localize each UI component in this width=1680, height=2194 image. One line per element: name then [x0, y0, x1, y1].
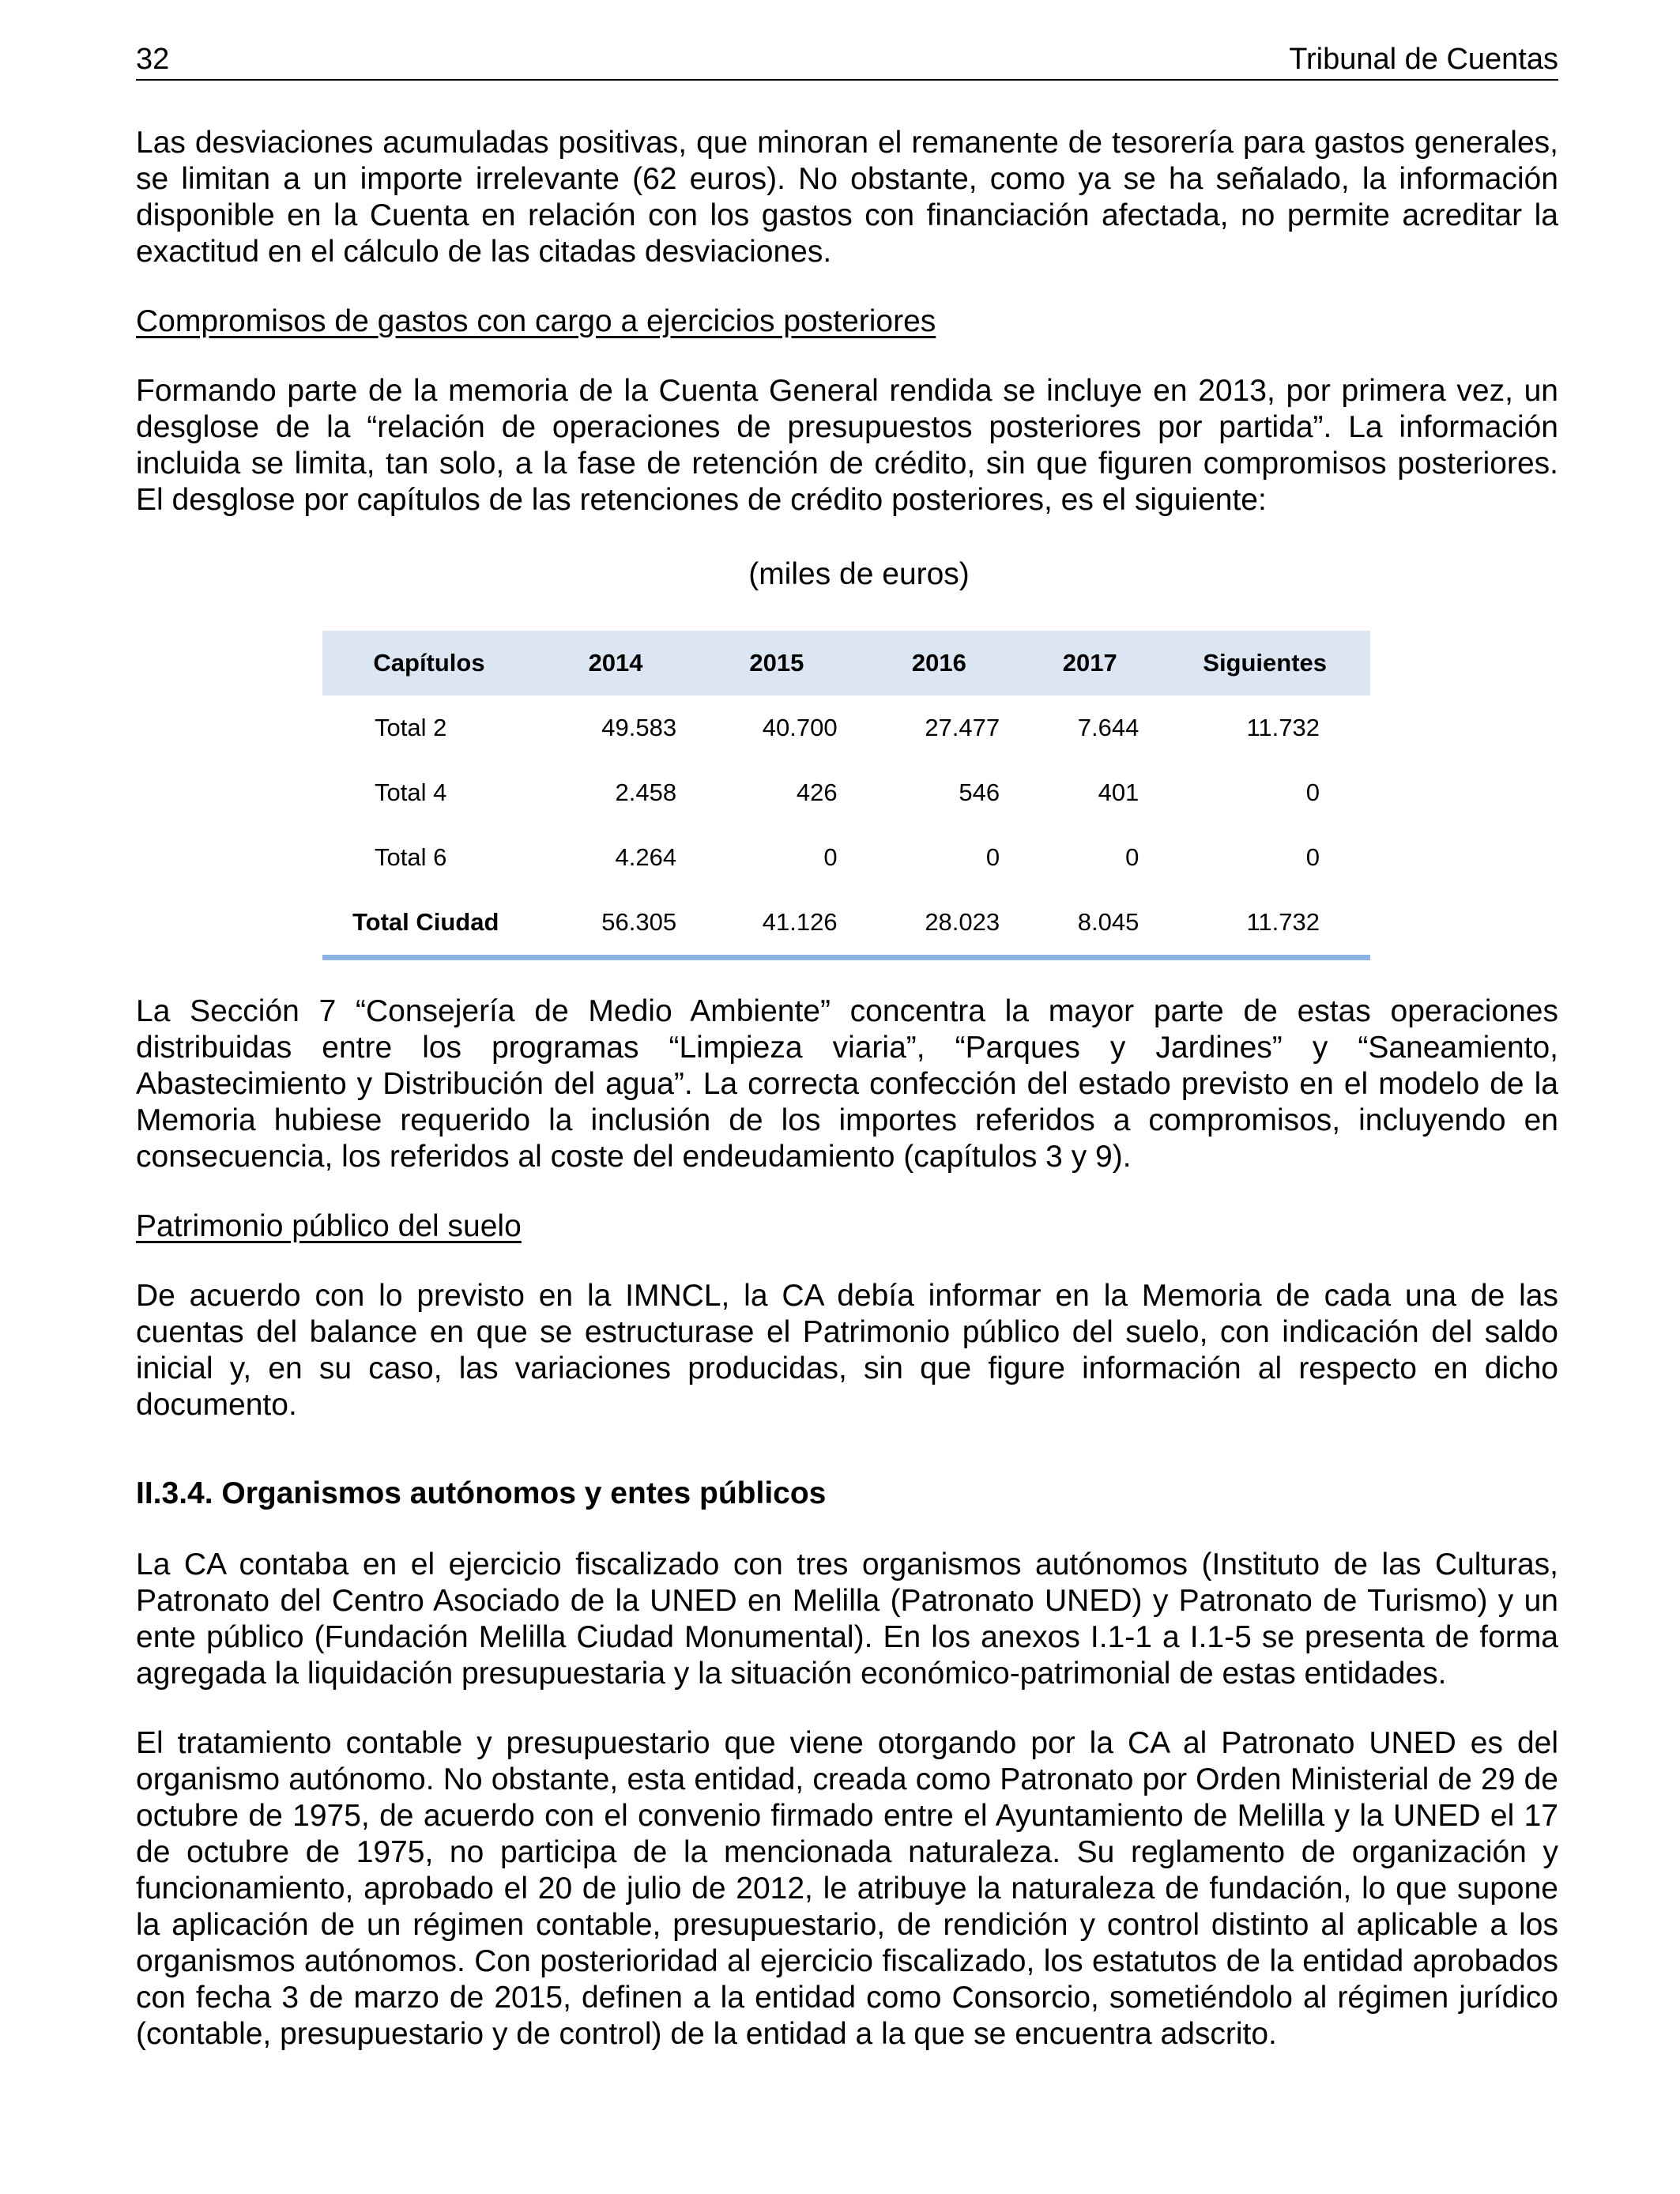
paragraph-formando-parte: Formando parte de la memoria de la Cuenta General rendida se incluye en 2013, por primera vez, un desglose de la “relación de operaciones de presupuestos posteriores por partida”. La información incluida se limita, tan solo, a la fase de retención de crédito, sin que figuren compromisos posteriores. El desglose por capítulos de las retenciones de crédito posteriores, es el siguiente: [136, 374, 1558, 517]
table-cell: 0 [1305, 778, 1320, 806]
subheading-patrimonio: Patrimonio público del suelo [136, 1209, 522, 1243]
table-row [322, 696, 1370, 760]
page-number: 32 [136, 43, 170, 76]
paragraph-patronato-uned: El tratamiento contable y presupuestario que viene otorgando por la CA al Patronato UNED es del organismo autónomo. No obstante, esta entidad, creada como Patronato por Orden Ministerial de 29 de octubre de 1975, de acuerdo con el convenio firmado entre el Ayuntamiento de Melilla y la UNED el 17 de octubre de 1975, no participa de la mencionada naturaleza. Su reglamento de organización y funcionamiento, aprobado el 20 de julio de 2012, le atribuye la naturaleza de fundación, lo que supone la aplicación de un régimen contable, presupuestario, de rendición y control distinto al aplicable a los organismos autónomos. Con posterioridad al ejercicio fiscalizado, los estatutos de la entidad aprobados con fecha 3 de marzo de 2015, definen a la entidad como Consorcio, sometiéndolo al régimen jurídico (contable, presupuestario y de control) de la entidad a la que se encuentra adscrito. [136, 1726, 1558, 2051]
paragraph-imncl: De acuerdo con lo previsto en la IMNCL, la CA debía informar en la Memoria de cada una de las cuentas del balance en que se estructurase el Patrimonio público del suelo, con indicación del saldo inicial y, en su caso, las variaciones producidas, sin que figure información al respecto en dicho documento. [136, 1279, 1558, 1422]
column-header: 2015 [749, 649, 804, 677]
retenciones-table [322, 631, 1370, 960]
header-title: Tribunal de Cuentas [1289, 43, 1558, 76]
table-cell: 28.023 [858, 890, 1021, 958]
page-header [136, 38, 1558, 81]
column-header: 2017 [1062, 649, 1117, 677]
row-label: Total 4 [375, 778, 447, 806]
paragraph-organismos: La CA contaba en el ejercicio fiscalizado con tres organismos autónomos (Instituto de las Culturas, Patronato del Centro Asociado de la UNED en Melilla (Patronato UNED) y Patronato de Turismo) y un ente público (Fundación Melilla Ciudad Monumental). En los anexos I.1-1 a I.1-5 se presenta de forma agregada la liquidación presupuestaria y la situación económico-patrimonial de estas entidades. [136, 1547, 1558, 1691]
table-cell: 49.583 [601, 714, 677, 741]
table-cell: 2.458 [615, 778, 677, 806]
table-cell: 426 [796, 778, 838, 806]
table-cell: 56.305 [536, 890, 695, 958]
table-cell: 0 [1305, 843, 1320, 871]
table-cell: 8.045 [1020, 890, 1159, 958]
table-total-row [322, 890, 1370, 958]
table-cell: 0 [985, 843, 1000, 871]
column-header: Capítulos [373, 649, 485, 677]
section-heading: II.3.4. Organismos autónomos y entes públicos [136, 1476, 827, 1510]
table-unit-caption: (miles de euros) [748, 557, 970, 591]
column-header: Siguientes [1203, 649, 1328, 677]
table-cell: 401 [1098, 778, 1139, 806]
table-header-row [322, 631, 1370, 696]
table-cell: 0 [823, 843, 838, 871]
subheading-compromisos: Compromisos de gastos con cargo a ejercicios posteriores [136, 304, 936, 338]
row-label: Total Ciudad [322, 890, 536, 958]
table-row [322, 825, 1370, 890]
row-label: Total 2 [375, 714, 447, 741]
table-cell: 7.644 [1077, 714, 1139, 741]
table-cell: 11.732 [1246, 714, 1320, 741]
table-row [322, 760, 1370, 825]
table-cell: 546 [959, 778, 1000, 806]
column-header: 2014 [588, 649, 643, 677]
table-cell: 11.732 [1159, 890, 1370, 958]
table-cell: 40.700 [762, 714, 838, 741]
table-cell: 4.264 [615, 843, 677, 871]
paragraph-seccion-7: La Sección 7 “Consejería de Medio Ambiente” concentra la mayor parte de estas operaciones distribuidas entre los programas “Limpieza viaria”, “Parques y Jardines” y “Saneamiento, Abastecimiento y Distribución del agua”. La correcta confección del estado previsto en el modelo de la Memoria hubiese requerido la inclusión de los importes referidos a compromisos, incluyendo en consecuencia, los referidos al coste del endeudamiento (capítulos 3 y 9). [136, 994, 1558, 1174]
table-cell: 0 [1125, 843, 1139, 871]
table-cell: 41.126 [695, 890, 858, 958]
document-page [136, 0, 1558, 2053]
column-header: 2016 [911, 649, 966, 677]
paragraph-desviaciones: Las desviaciones acumuladas positivas, que minoran el remanente de tesorería para gastos generales, se limitan a un importe irrelevante (62 euros). No obstante, como ya se ha señalado, la información disponible en la Cuenta en relación con los gastos con financiación afectada, no permite acreditar la exactitud en el cálculo de las citadas desviaciones. [136, 126, 1558, 269]
table-cell: 27.477 [925, 714, 1000, 741]
row-label: Total 6 [375, 843, 447, 871]
